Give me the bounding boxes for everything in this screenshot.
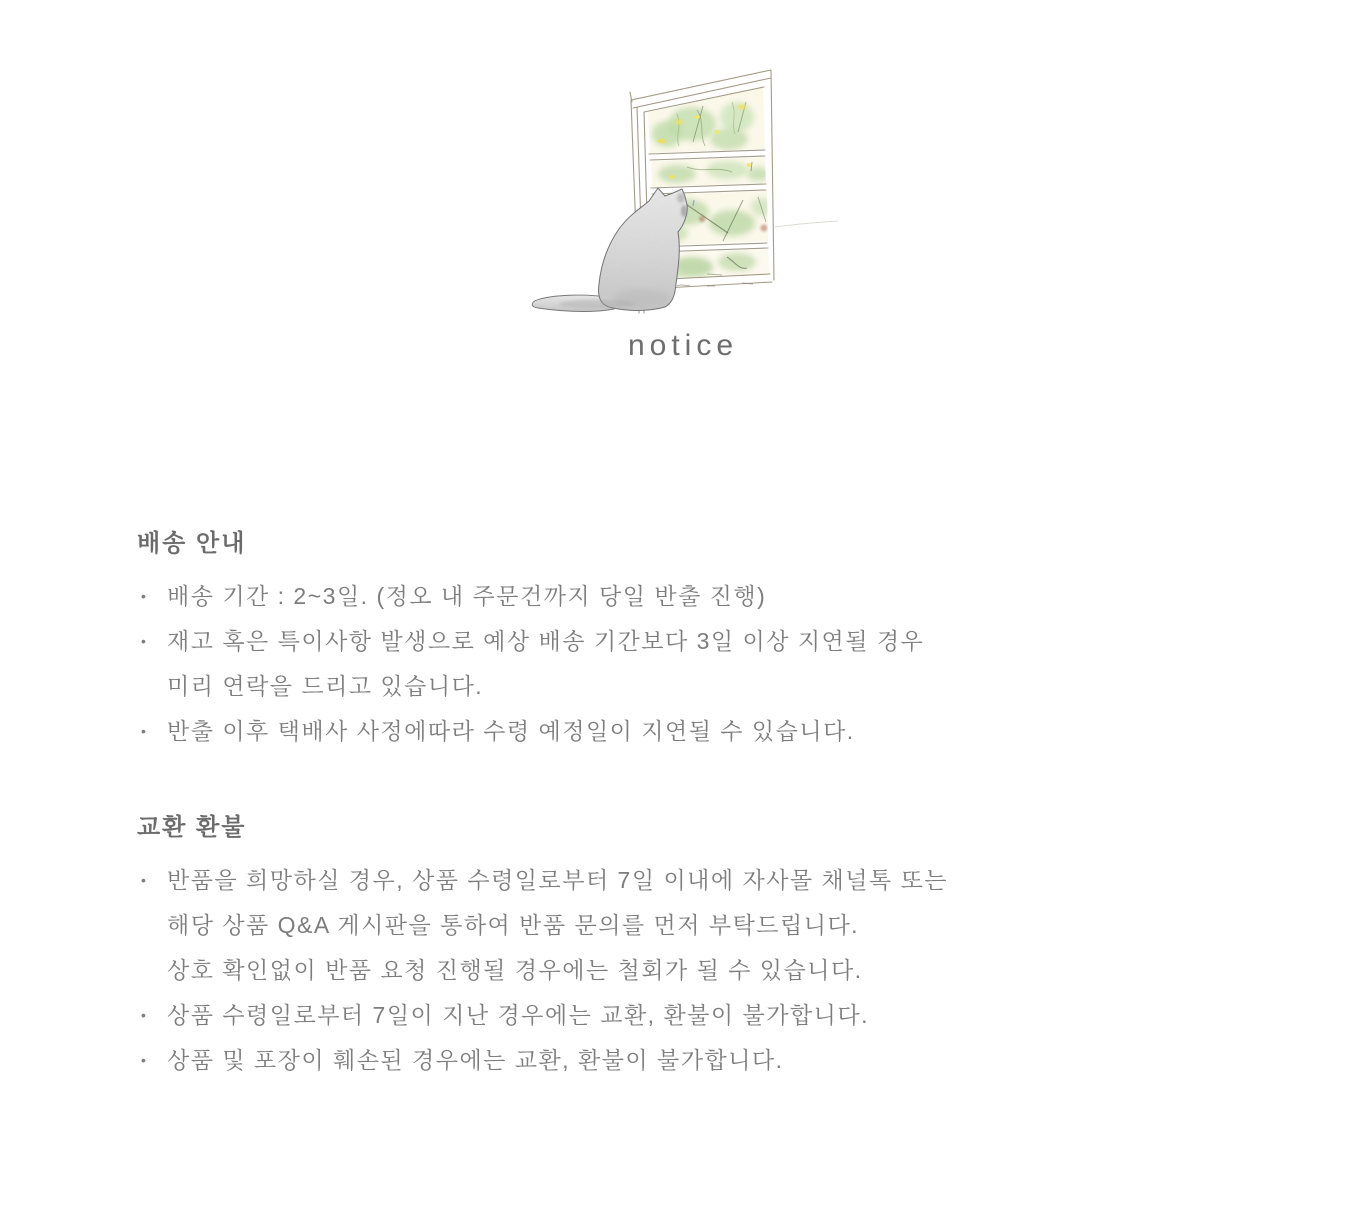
section-exchange-refund — [137, 812, 1287, 1083]
bullet-dot: • — [141, 1007, 148, 1023]
section-title-exchange-refund: 교환 환불 — [137, 814, 247, 841]
bullet-dot: • — [141, 872, 148, 888]
bullet-dot: • — [141, 588, 148, 604]
notice-caption: notice — [627, 329, 739, 362]
section-title-shipping: 배송 안내 — [137, 530, 247, 557]
list-item — [137, 709, 1287, 754]
notice-hero — [0, 0, 1366, 363]
list-item-line: 배송 기간 : 2~3일. (정오 내 주문건까지 당일 반출 진행) — [167, 583, 767, 609]
list-item-line: 재고 혹은 특이사항 발생으로 예상 배송 기간보다 3일 이상 지연될 경우 — [167, 628, 925, 654]
cat-silhouette — [532, 188, 687, 312]
cat-window-illustration — [527, 62, 839, 314]
bullet-dot: • — [141, 1052, 148, 1068]
list-item-line: 미리 연락을 드리고 있습니다. — [167, 673, 484, 699]
list-item-line: 상품 및 포장이 훼손된 경우에는 교환, 환불이 불가합니다. — [167, 1047, 784, 1073]
bullet-dot: • — [141, 633, 148, 649]
faint-sketch-line — [775, 221, 838, 227]
list-item — [137, 858, 1287, 993]
notice-content — [137, 528, 1287, 1083]
list-item — [137, 993, 1287, 1038]
list-item-line: 반출 이후 택배사 사정에따라 수령 예정일이 지연될 수 있습니다. — [167, 718, 855, 744]
list-item-line: 해당 상품 Q&A 게시판을 통하여 반품 문의를 먼저 부탁드립니다. — [167, 912, 860, 938]
list-item — [137, 1038, 1287, 1083]
list-item-line: 상품 수령일로부터 7일이 지난 경우에는 교환, 환불이 불가합니다. — [167, 1002, 869, 1028]
list-item-line: 반품을 희망하실 경우, 상품 수령일로부터 7일 이내에 자사몰 채널톡 또는 — [167, 867, 949, 893]
list-item — [137, 619, 1287, 709]
section-shipping — [137, 528, 1287, 754]
bullet-dot: • — [141, 723, 148, 739]
list-item-line: 상호 확인없이 반품 요청 진행될 경우에는 철회가 될 수 있습니다. — [167, 957, 863, 983]
list-item — [137, 574, 1287, 619]
